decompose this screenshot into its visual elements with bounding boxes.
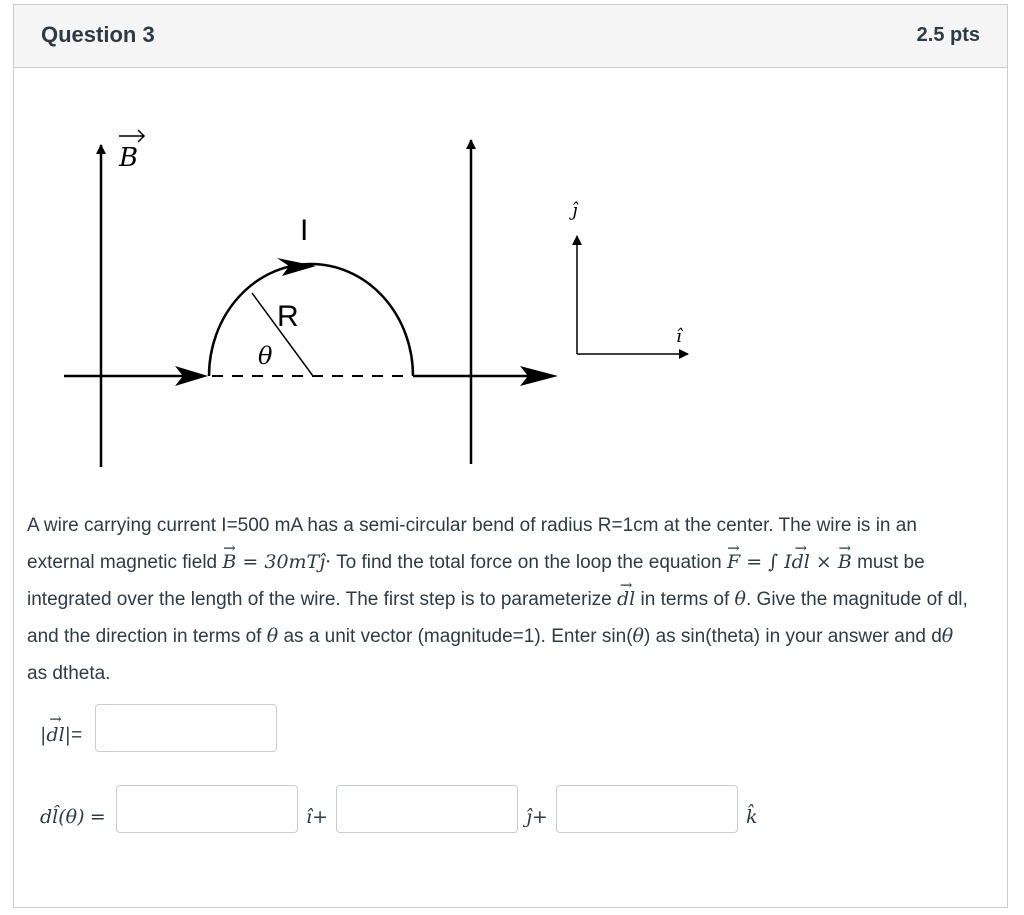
text-sentence-3: must be integrated over the length of the wire. The first step is to parameterize	[27, 552, 925, 610]
j-hat-plus-label: ĵ+	[526, 806, 548, 828]
direction-label	[40, 806, 106, 829]
semicircle-wire	[209, 264, 413, 376]
theta-symbol-3: θ	[632, 625, 644, 647]
theta-symbol-4: θ	[941, 625, 954, 647]
b-vector-symbol-2: → B	[838, 544, 852, 581]
text-sentence-7: ) as sin(theta) in your answer and d	[643, 626, 942, 647]
b-equation: = 30mT	[236, 551, 320, 573]
text-sentence-5: . Give the magnitude of dl, and the direction in terms of	[27, 589, 968, 647]
cross-symbol: ×	[809, 551, 838, 573]
question-title: Question 3	[41, 22, 155, 47]
question-points: 2.5 pts	[916, 24, 980, 46]
text-sentence-4: in terms of	[640, 589, 730, 610]
force-integral: = ∫ I	[740, 551, 792, 573]
magnitude-input[interactable]	[95, 704, 277, 752]
k-hat-label: k̂	[746, 806, 758, 828]
current-arrow	[277, 258, 316, 276]
radius-label: R	[277, 300, 299, 333]
magnitude-equals: =	[71, 725, 83, 746]
j-hat-symbol: ĵ	[319, 551, 326, 573]
theta-symbol-2: θ	[266, 625, 279, 647]
j-hat-label: ĵ	[572, 200, 578, 221]
i-component-input[interactable]	[116, 785, 298, 833]
direction-symbol: dl̂(θ)	[40, 806, 85, 828]
b-field-label: B	[119, 143, 139, 173]
text-sentence-2: To find the total force on the loop the equation	[331, 552, 722, 573]
magnitude-label: |→ dl|=	[40, 724, 82, 747]
dl-vector-symbol-2: → dl	[617, 581, 635, 618]
theta-symbol-1: θ	[734, 588, 746, 610]
text-sentence-8: as dtheta.	[27, 663, 111, 684]
direction-equals: =	[89, 806, 106, 828]
f-vector-symbol: → F	[727, 544, 740, 581]
angle-label: θ	[258, 342, 273, 370]
dot-symbol: ·	[325, 551, 332, 573]
magnitude-dl-symbol: → dl	[46, 724, 64, 746]
semicircle-wire-diagram	[50, 125, 710, 475]
b-vector-symbol: → B	[222, 544, 236, 581]
i-hat-plus-label: î+	[306, 806, 328, 828]
dl-vector-symbol: → dl	[792, 544, 810, 581]
question-text	[27, 507, 972, 692]
text-sentence-1: A wire carrying current I=500 mA has a semi-circular bend of radius R=1cm at the center. The wire is in an external magnetic field	[27, 515, 917, 573]
i-hat-label: î	[676, 326, 682, 347]
j-component-input[interactable]	[336, 785, 518, 833]
text-sentence-6: as a unit vector (magnitude=1). Enter sin(	[283, 626, 633, 647]
question-header	[14, 5, 1007, 68]
current-label: I	[300, 214, 309, 247]
k-component-input[interactable]	[556, 785, 738, 833]
